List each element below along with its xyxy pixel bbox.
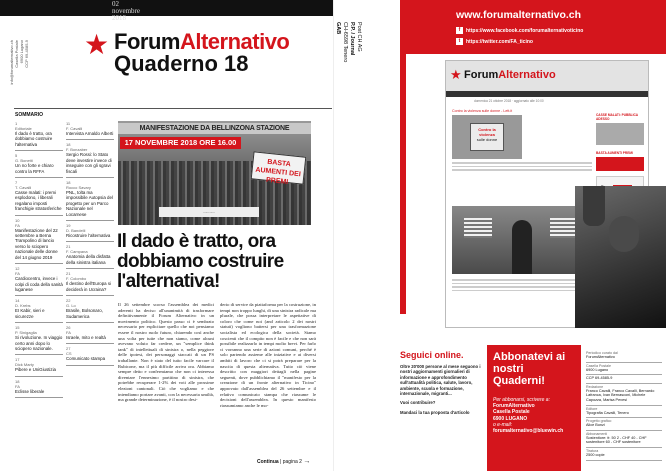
facebook-icon: f (456, 27, 463, 34)
site-date: domenica 21 ottobre 2018 · aggiornato alle 10:00 (474, 99, 544, 103)
colophon-value: Franco Cavalli, Franco Cavalli, Bernardo Lafranca, Ivan Bernasconi, Michele Capozza, Marisa Pevesi (586, 388, 655, 402)
toc-meta: 26 (66, 324, 71, 330)
colophon-row (586, 448, 662, 461)
toc-author: T. Cavalli (15, 185, 32, 191)
star-icon: ★ (84, 29, 110, 60)
toc-title: PNL, tolta ma impossibile Autopsia del progetto per un Parco Nazionale nel Locarnese (66, 190, 113, 217)
sidebar-label: CASSE MALATI: PUBBLICA ADESSO (596, 113, 638, 121)
toc-author: P. Sinigaglia (15, 330, 37, 336)
toc-meta: 21 (66, 244, 71, 250)
address-line: Casella Postale (14, 40, 19, 68)
toc-meta: 27 (66, 346, 71, 352)
cover-photo (118, 121, 311, 225)
toc-meta: 18 (66, 142, 71, 148)
toc-meta: 19 (66, 223, 71, 229)
toc-title: EI Kabir, sieri e sicurezze (15, 308, 45, 319)
indicia-line: Post CH AG (356, 22, 362, 52)
toc-item (66, 119, 114, 140)
toc-author: Rocco Savary (66, 185, 91, 191)
colophon-row (586, 363, 662, 376)
protest-photo (575, 186, 666, 328)
follow-title: Seguici online. (400, 350, 464, 360)
facebook-link: f https://www.facebook.com/forumalternativoticino (456, 27, 583, 34)
site-text-lines (452, 162, 592, 171)
colophon-row (586, 375, 662, 384)
toc-title: Brasile, Bolsonaro, Sudamerica (66, 308, 103, 319)
colophon-value: 2500 copie (586, 452, 605, 457)
toc-meta: 10 (15, 217, 20, 223)
subscribe-line: 6900 LUGANO (493, 415, 528, 422)
subscribe-intro: Per abbonarsi, scrivere a: (493, 397, 550, 403)
subscribe-line: o e-mail: (493, 421, 513, 428)
toc-meta: 18 (66, 180, 71, 186)
toc-item (15, 216, 63, 264)
toc-author: FA (15, 222, 20, 228)
toc-meta: 7 (15, 180, 18, 186)
toc-author: FA (66, 329, 71, 335)
toc-author: F. Bonzaber (66, 147, 88, 153)
site-big-photo (452, 206, 592, 274)
website-url: www.forumalternativo.ch (456, 9, 582, 21)
toc-title: Comunicato stampa (66, 356, 106, 362)
arrow-right-icon: → (303, 458, 311, 465)
colophon-label: Editore (586, 406, 598, 411)
toc-title: Ricostruire l'alternativa (66, 233, 111, 239)
sommario-heading: SOMMARIO (15, 112, 44, 118)
address-block (9, 40, 69, 110)
toc-title: Israele, mito e realtà (66, 334, 106, 340)
toc-author: CS (66, 351, 72, 357)
toc-meta: 18 (15, 378, 20, 384)
colophon-row (586, 406, 662, 419)
toc-item (66, 242, 114, 269)
toc-meta: 21 (66, 271, 71, 277)
follow-text: Oltre 20'000 persone al mese seguono i nostri aggiornamenti giornalieri di informazione e approfondimento sull'attualità politica, salute, lavoro, ambiente, scuola e formazione, internazionale, migranti... (400, 364, 481, 397)
toc-item (66, 221, 114, 242)
image-poster: Contro la violenza sulle donne (470, 123, 504, 151)
sidebar-banner (596, 157, 644, 171)
address-line: 6900 Lugano (19, 40, 24, 64)
toc-title: Anatomia della disfatta della sinistra italiana (66, 254, 111, 265)
indicia-line: CH-6598 Tenero (342, 22, 348, 63)
continue-link: Continua | pagina 2 → (257, 458, 311, 465)
toc-author: F. Cavalli (66, 126, 83, 131)
toc-item (15, 323, 63, 355)
toc-title: Casse malati: i premi esplodono, i liberali regalano imposti franchigie stratosferiche (15, 190, 62, 212)
colophon (586, 350, 662, 461)
site-logo: ForumAlternativo (464, 69, 556, 81)
article-headline: Il dado è tratto, ora dobbiamo costruire l'alternativa! (117, 231, 284, 292)
toc-item (15, 296, 63, 323)
toc-author: FA (15, 271, 20, 277)
sidebar-image (596, 123, 644, 145)
toc-item (15, 355, 63, 376)
divider (14, 108, 332, 109)
colophon-label: Redazione (586, 384, 604, 389)
colophon-value: Alice Bonzi (586, 423, 605, 428)
protest-sign: BASTA AUMENTI DEI PREMI (251, 151, 307, 184)
toc-meta: 15 (15, 325, 20, 331)
colophon-row (586, 384, 662, 406)
lower-banner: ...-...-... (159, 207, 259, 217)
toc-author: F. Campana (66, 249, 88, 255)
toc-author: G. Lo (66, 303, 76, 309)
flag (464, 218, 492, 238)
toc-column-1 (15, 119, 63, 398)
star-icon: ★ (450, 67, 462, 82)
colophon-value: 6900 Lugano (586, 367, 609, 372)
raised-fist (583, 186, 605, 226)
indicia-line: GAB (335, 22, 341, 35)
site-header (446, 61, 648, 91)
address-line: info@forumalternativo.ch (9, 40, 14, 85)
postal-indicia (334, 22, 368, 77)
toc-meta: 17 (15, 357, 20, 363)
toc-item (66, 269, 114, 296)
toc-column-2 (66, 119, 114, 366)
toc-title: Cardiocentro, invece i colpi di coda della sanità luganese (15, 276, 63, 292)
colophon-label: Abbonamenti (586, 431, 608, 436)
toc-item (66, 344, 114, 365)
toc-item (66, 323, 114, 344)
toc-title: Intervista Arnaldo Alberti (66, 131, 114, 136)
banner-date: 17 NOVEMBRE 2018 ORE 16.00 (120, 137, 241, 149)
toc-item (15, 178, 63, 216)
toc-author: F. Colombo (66, 276, 87, 282)
indicia-line: P.P. / Journal (349, 22, 355, 56)
toc-item (15, 119, 63, 151)
colophon-row (586, 431, 662, 448)
toc-title: Il dado è tratto, ora dobbiamo costruire l'alternativa (15, 131, 53, 147)
banner-top: MANIFESTAZIONE DA BELLINZONA STAZIONE (118, 123, 311, 134)
face (609, 216, 639, 252)
site-main (452, 109, 592, 173)
toc-author: D. Krebs (15, 303, 31, 309)
subscribe-title: Abbonatevi ai nostri Quaderni! (493, 351, 566, 387)
colophon-label: Casella Postale (586, 363, 611, 368)
twitter-link: t https://twitter.com/FA_ticino (456, 38, 533, 45)
toc-title: Pibere e UniGiustizia (15, 367, 56, 373)
follow-online (400, 350, 484, 419)
article-column-1: Il 26 settembre scorso l'assemblea dei medici aderenti ha deciso all'unanimità di trasformare definitivamente il Forum Alternativo in un movimento politico. Questo passo ci è sembrato necessario per esplicitare quello che noi pensiamo essere il nostro ruolo futuro, chiarendo così anche una volta per tutte che non siamo, come alcuni avevano voluto far credere, un "semplice think tank" di intellettuali di sinistra o, nella peggiore delle ipotesi, dei personaggi staccati di un PS traballante. Non è stato del tutto facile varcare il Rubicone, ma il più difficile arriva ora. Abbiamo sempre detto e confermiamo che non ci interessa diventare l'ennesimo partitino di sinistra, che potrebbe recuperare 1-2% dei voti alle prossime elezioni cantonali. Ciò che vogliamo e che intendiamo portare avanti, con la necessaria umiltà, ma grande determinazione, è il nostro desi- (118, 302, 214, 403)
toc-meta: 1 (15, 121, 18, 126)
subscribe-email: forumalternativo@bluewin.ch (493, 428, 564, 435)
toc-meta: 14 (15, 298, 20, 304)
toc-item (15, 264, 63, 296)
toc-meta: 12 (15, 266, 20, 272)
toc-author: Editoriale (15, 126, 32, 131)
colophon-value: Tipografia Cavalli, Tenero (586, 410, 629, 415)
contribute-question: Vuoi contribuire? (400, 400, 436, 406)
sidebar-label: BASTA AUMENTI PREMI (596, 151, 633, 155)
speaker (512, 220, 532, 274)
masthead-subtitle: Quaderno 18 (114, 51, 249, 76)
toc-meta: 22 (66, 298, 71, 304)
toc-title: Sergio Rossi: lo Stato deve investire invece di inseguire con gli sgravi fiscali (66, 152, 112, 174)
toc-title: Si rivoluzione. In viaggio certo anni dopo lo sciopero nazionale. (15, 335, 63, 351)
toc-author: FA (15, 383, 20, 389)
article-column-2: derio di servire da piattaforma per la costruzione, in tempi non troppo lunghi, di una sinistra radicale ma plurale, che possa interpretare le aspettative di coloro che come noi (and articolo 2 dei nostri statuti) vogliono battersi per una trasformazione socialista ed ecologica della società. Siamo coscienti che il compito non è facile e che non sarà possibile realizzarlo in tempi molto brevi. Per farlo ci vorranno una serie di azioni comuni, perché è solo partendo assieme alle iniziative e ai diversi ambiti di lavoro che ci si potrà preparare per la nascita di questa alternativa. Tutto ciò viene descritto con maggiori dettagli nella pagine seguenti, dove pubblichiamo il "manifesto per la creazione di un fronte alternativo in Ticino" approvato dall'assemblea del 26 settembre e il relativo comunicato stampa che riassume le decisioni dell'assemblea. In questo manifesto riassumiamo anche le mo- (220, 302, 316, 408)
colophon-value: CCP 69-4585-9 (586, 376, 613, 381)
address-line: CCP 69-4585-9 (24, 40, 29, 68)
subscribe-line: Casella Postale (493, 409, 530, 416)
issue-date: 02 novembre 2018 (112, 0, 140, 22)
toc-meta: 5 (15, 153, 18, 159)
colophon-row (586, 350, 662, 363)
masthead-title: ForumAlternativo (114, 29, 290, 54)
subscribe-box (487, 345, 581, 471)
toc-item (66, 140, 114, 178)
toc-author: D. Bandelli (66, 228, 86, 234)
colophon-value: ForumAlternativo (586, 355, 615, 359)
toc-author: Dick Marty (15, 362, 34, 368)
website-header (400, 0, 666, 54)
toc-title: Eclisse liberale (15, 388, 45, 394)
toc-item (15, 151, 63, 178)
flag (550, 218, 578, 238)
twitter-icon: t (456, 38, 463, 45)
toc-item (66, 178, 114, 221)
site-article-title: Contro la violenza sulle donne - Lett.it (452, 109, 513, 113)
toc-item (15, 377, 63, 398)
top-bar (0, 0, 333, 22)
red-side-strip (400, 54, 406, 314)
toc-author: G. Bonetti (15, 158, 33, 164)
colophon-value: Sostenitore: fr. 50 2 - CHF 40 - CHF sostenitore 60 - CHF sostenitore (586, 435, 647, 445)
site-footer-lines (452, 279, 592, 293)
toc-meta: 11 (66, 121, 71, 126)
toc-title: Manifestazione del 22 settembre a Berna Trampolino di lancio verso lo sciopero nazionale delle donne del 14 giugno 2019 (15, 227, 58, 260)
colophon-label: Progetto grafico (586, 419, 612, 424)
colophon-label: Tiratura (586, 448, 599, 453)
contribute-text: Mandaci la tua proposta d'articolo (400, 409, 470, 415)
subscribe-line: ForumAlternativo (493, 403, 535, 410)
toc-title: Il destino dell'Europa si deciderà in Ucraina? (66, 281, 112, 292)
colophon-row (586, 418, 662, 431)
site-article-image (452, 115, 522, 159)
toc-item (66, 296, 114, 323)
toc-title: Un no forte e chiaro contro la RFFA (15, 163, 54, 174)
colophon-label: Periodico curato dal (586, 351, 618, 355)
